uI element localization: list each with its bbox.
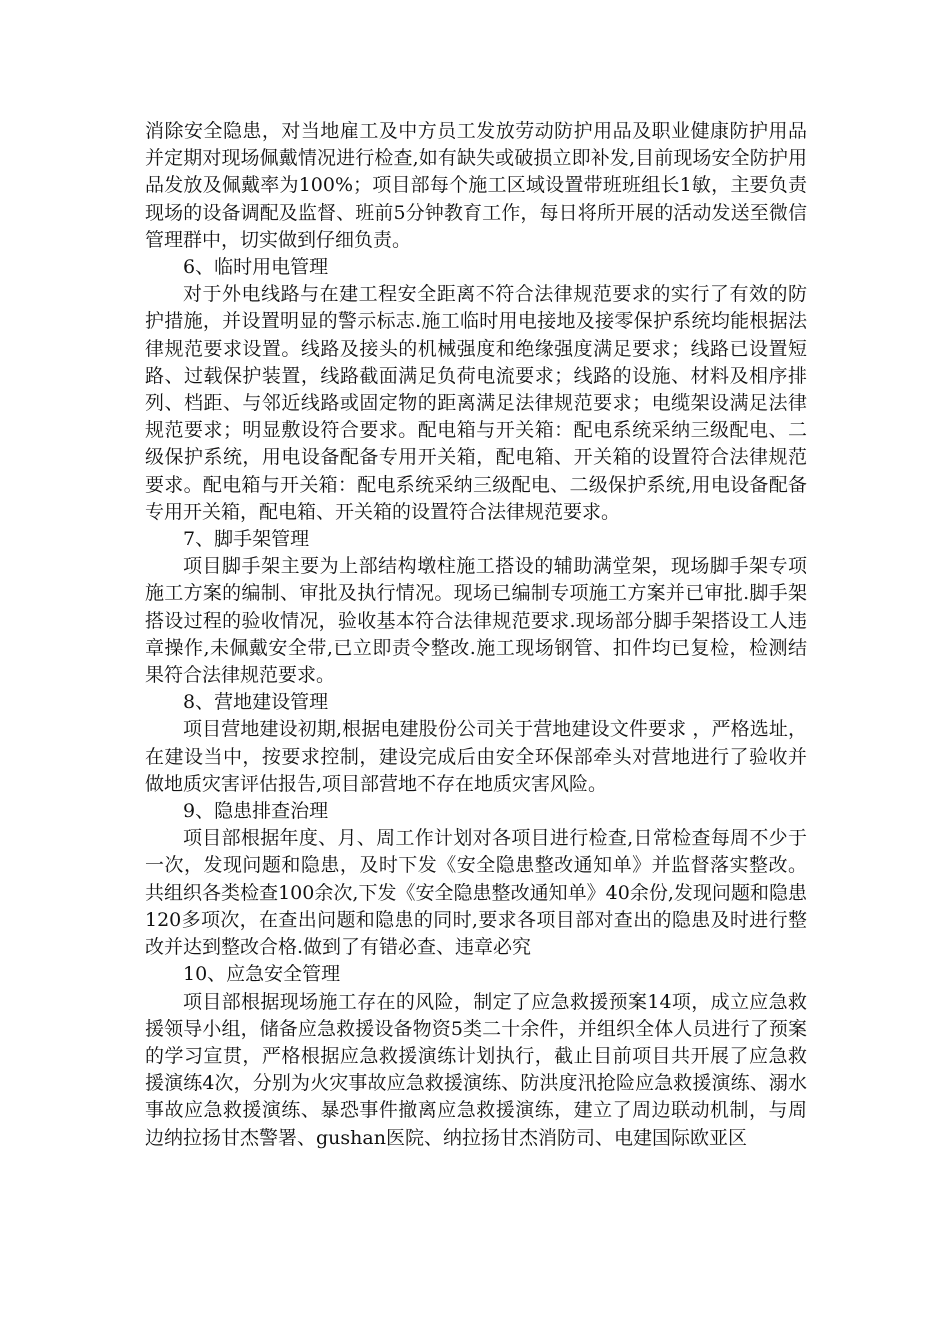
heading-camp-construction: 8、营地建设管理 [183, 691, 329, 714]
paragraph-scaffolding: 项目脚手架主要为上部结构墩柱施工搭设的辅助满堂架，现场脚手架专项施工方案的编制、审批及执行情况。现场已编制专项施工方案并已审批.脚手架搭设过程的验收情况，验收基本符合法律规范要求.现场部分脚手架搭设工人违章操作,未佩戴安全带,已立即责令整改.施工现场钢管、扣件均已复检，检测结果符合法律规范要求。 [145, 555, 807, 687]
paragraph-ppe-continued: 消除安全隐患，对当地雇工及中方员工发放劳动防护用品及职业健康防护用品并定期对现场佩戴情况进行检查,如有缺失或破损立即补发,目前现场安全防护用品发放及佩戴率为100%；项目部每个施工区域设置带班班组长1敏，主要负责现场的设备调配及监督、班前5分钟教育工作，每日将所开展的活动发送至微信管理群中，切实做到仔细负责。 [145, 120, 807, 251]
heading-emergency-management: 10、应急安全管理 [183, 963, 341, 986]
paragraph-camp-construction: 项目营地建设初期,根据电建股份公司关于营地建设文件要求 ，严格选址，在建设当中，按要求控制，建设完成后由安全环保部牵头对营地进行了验收并做地质灾害评估报告,项目部营地不存在地质灾害风险。 [145, 718, 807, 795]
paragraph-emergency-management: 项目部根据现场施工存在的风险，制定了应急救援预案14项，成立应急救援领导小组，储备应急救援设备物资5类二十余件，并组织全体人员进行了预案的学习宣贯，严格根据应急救援演练计划执行，截止目前项目共开展了应急救援演练4次，分别为火灾事故应急救援演练、防洪度汛抢险应急救援演练、溺水事故应急救援演练、暴恐事件撤离应急救援演练，建立了周边联动机制，与周边纳拉扬甘杰警署、gushan医院、纳拉扬甘杰消防司、电建国际欧亚区 [145, 990, 807, 1149]
paragraph-temporary-electricity: 对于外电线路与在建工程安全距离不符合法律规范要求的实行了有效的防护措施，并设置明显的警示标志.施工临时用电接地及接零保护系统均能根据法律规范要求设置。线路及接头的机械强度和绝缘强度满足要求；线路已设置短路、过载保护装置，线路截面满足负荷电流要求；线路的设施、材料及相序排列、档距、与邻近线路或固定物的距离满足法律规范要求；电缆架设满足法律规范要求；明显敷设符合要求。配电箱与开关箱：配电系统采纳三级配电、二级保护系统，用电设备配备专用开关箱，配电箱、开关箱的设置符合法律规范要求。配电箱与开关箱：配电系统采纳三级配电、二级保护系统,用电设备配备专用开关箱，配电箱、开关箱的设置符合法律规范要求。 [145, 283, 807, 523]
paragraph-hazard-inspection: 项目部根据年度、月、周工作计划对各项目进行检查,日常检查每周不少于一次，发现问题和隐患，及时下发《安全隐患整改通知单》并监督落实整改。共组织各类检查100余次,下发《安全隐患整改通知单》40余份,发现问题和隐患120多项次，在查出问题和隐患的同时,要求各项目部对查出的隐患及时进行整改并达到整改合格.做到了有错必查、违章必究 [145, 827, 807, 959]
heading-scaffolding: 7、脚手架管理 [183, 528, 310, 551]
heading-hazard-inspection: 9、隐患排查治理 [183, 800, 329, 823]
document-page [145, 118, 807, 1152]
heading-temporary-electricity: 6、临时用电管理 [183, 256, 329, 279]
